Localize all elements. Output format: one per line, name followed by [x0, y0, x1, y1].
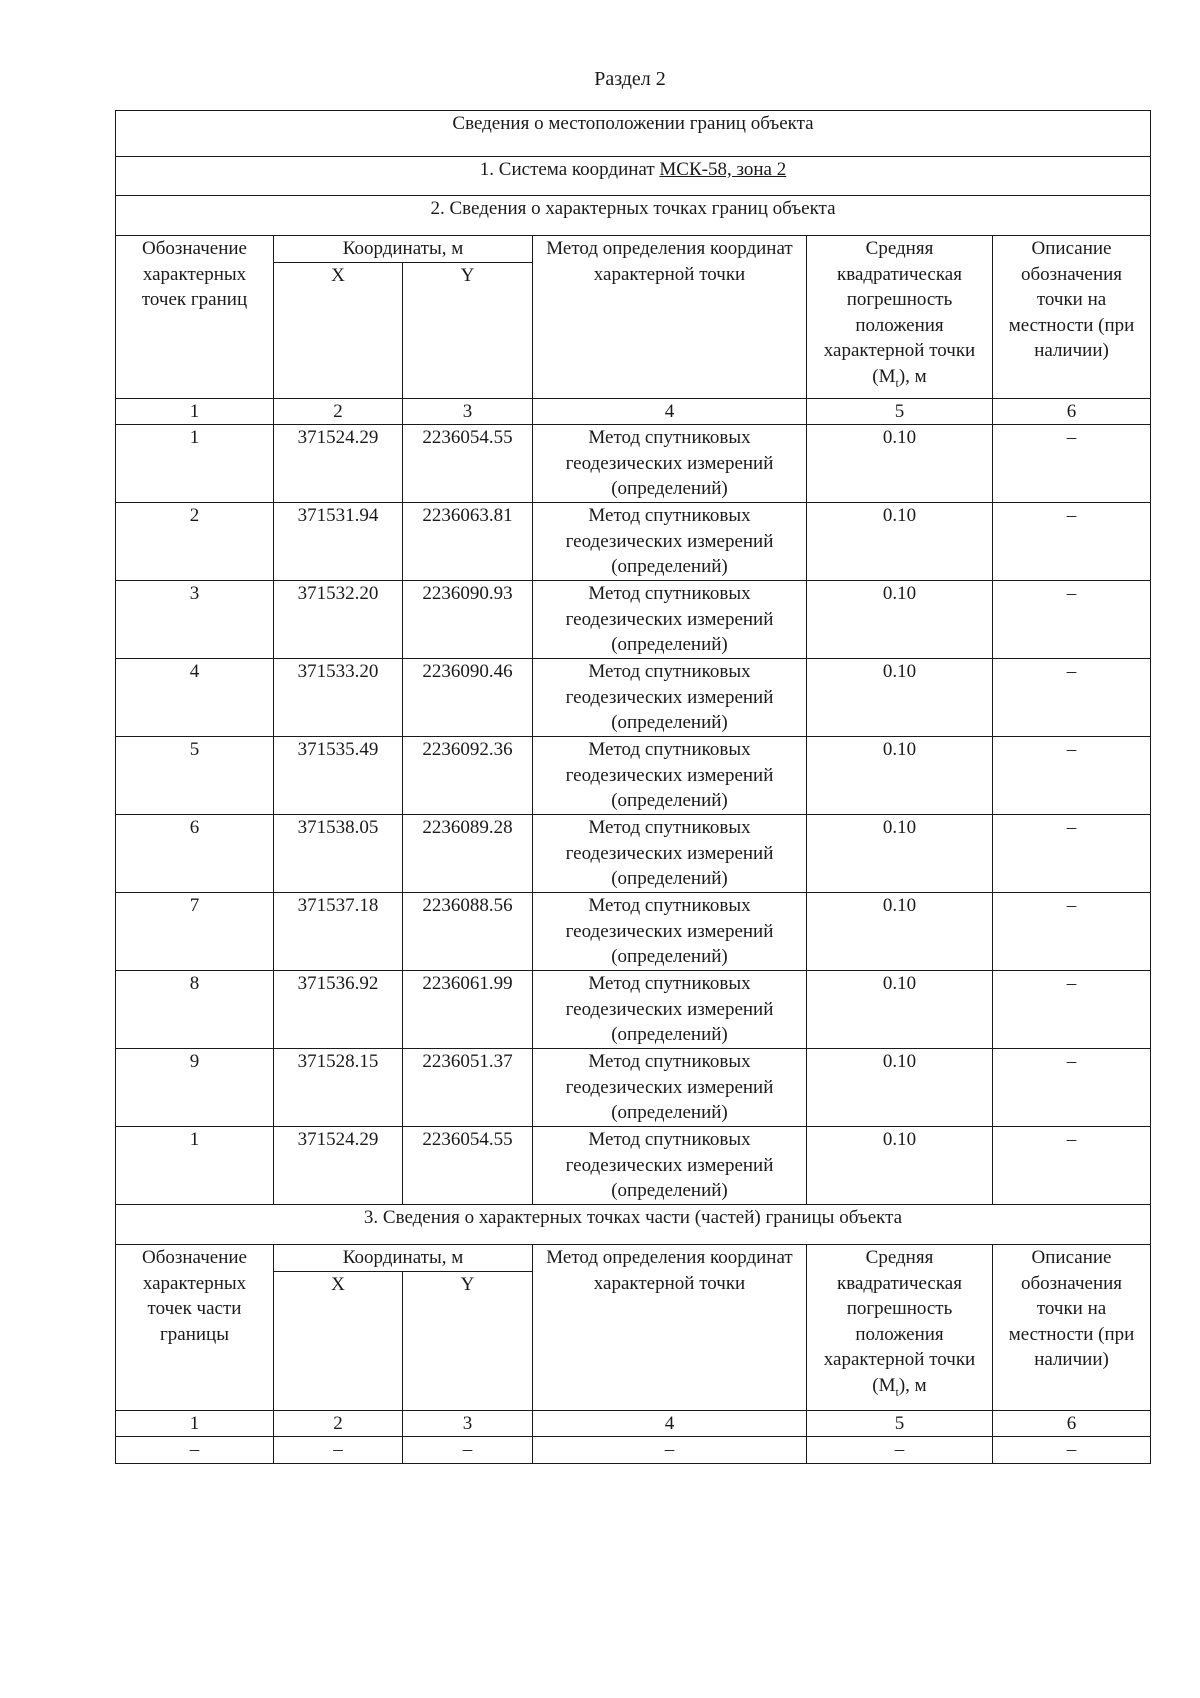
point-label: 9	[116, 1049, 274, 1127]
page-heading: Раздел 2	[594, 68, 666, 90]
point-method: Метод спутниковых геодезических измерений (определений)	[533, 737, 807, 815]
table-title: Сведения о местоположении границ объекта	[116, 111, 1151, 157]
header-point-label-part: Обозначение характерных точек части границы	[116, 1245, 274, 1411]
point-method: Метод спутниковых геодезических измерений (определений)	[533, 1049, 807, 1127]
column-number: 4	[533, 1410, 807, 1437]
section2-title-row	[116, 196, 1151, 236]
part-point-y: –	[403, 1437, 533, 1464]
point-label: 6	[116, 815, 274, 893]
header-method: Метод определения координат характерной точки	[533, 236, 807, 399]
point-error: 0.10	[807, 503, 993, 581]
point-description: –	[993, 425, 1151, 503]
point-x: 371535.49	[274, 737, 403, 815]
header-error-tail: ), м	[898, 1374, 927, 1396]
point-y: 2236089.28	[403, 815, 533, 893]
point-error: 0.10	[807, 581, 993, 659]
point-x: 371524.29	[274, 1127, 403, 1205]
part-point-row	[116, 1437, 1151, 1464]
header-coordinates: Координаты, м	[274, 236, 533, 263]
point-error: 0.10	[807, 659, 993, 737]
point-y: 2236054.55	[403, 1127, 533, 1205]
column-number: 6	[993, 1410, 1151, 1437]
point-y: 2236061.99	[403, 971, 533, 1049]
point-description: –	[993, 659, 1151, 737]
section3-title: 3. Сведения о характерных точках части (частей) границы объекта	[116, 1205, 1151, 1245]
header-error-text: Средняя квадратическая погрешность положения характерной точки (M	[823, 1247, 976, 1396]
part-point-description: –	[993, 1437, 1151, 1464]
column-number: 1	[116, 398, 274, 425]
header-description: Описание обозначения точки на местности (при наличии)	[993, 1245, 1151, 1411]
column-number-row	[116, 1410, 1151, 1437]
point-description: –	[993, 737, 1151, 815]
point-y: 2236092.36	[403, 737, 533, 815]
point-error: 0.10	[807, 893, 993, 971]
column-number: 2	[274, 1410, 403, 1437]
point-x: 371537.18	[274, 893, 403, 971]
point-row	[116, 425, 1151, 503]
point-row	[116, 971, 1151, 1049]
section2-title: 2. Сведения о характерных точках границ объекта	[116, 196, 1151, 236]
point-description: –	[993, 503, 1151, 581]
header-description: Описание обозначения точки на местности (при наличии)	[993, 236, 1151, 399]
header-x: X	[274, 1271, 403, 1410]
point-row	[116, 1049, 1151, 1127]
point-method: Метод спутниковых геодезических измерений (определений)	[533, 425, 807, 503]
point-x: 371524.29	[274, 425, 403, 503]
header-error	[807, 236, 993, 399]
point-description: –	[993, 815, 1151, 893]
point-x: 371531.94	[274, 503, 403, 581]
column-number: 3	[403, 1410, 533, 1437]
header-row	[116, 236, 1151, 263]
column-number-row	[116, 398, 1151, 425]
coordinate-system-row	[116, 157, 1151, 196]
point-error: 0.10	[807, 815, 993, 893]
part-point-x: –	[274, 1437, 403, 1464]
part-point-error: –	[807, 1437, 993, 1464]
header-error	[807, 1245, 993, 1411]
point-y: 2236054.55	[403, 425, 533, 503]
point-x: 371533.20	[274, 659, 403, 737]
point-label: 8	[116, 971, 274, 1049]
point-description: –	[993, 893, 1151, 971]
header-y: Y	[403, 262, 533, 398]
point-error: 0.10	[807, 1127, 993, 1205]
header-method: Метод определения координат характерной точки	[533, 1245, 807, 1411]
point-error: 0.10	[807, 1049, 993, 1127]
point-label: 7	[116, 893, 274, 971]
header-error-tail: ), м	[898, 365, 927, 387]
point-row	[116, 503, 1151, 581]
point-error: 0.10	[807, 425, 993, 503]
point-row	[116, 893, 1151, 971]
column-number: 6	[993, 398, 1151, 425]
column-number: 3	[403, 398, 533, 425]
point-row	[116, 1127, 1151, 1205]
point-description: –	[993, 971, 1151, 1049]
point-y: 2236088.56	[403, 893, 533, 971]
coordinate-system-label: 1. Система координат	[479, 159, 655, 180]
point-method: Метод спутниковых геодезических измерений (определений)	[533, 659, 807, 737]
point-method: Метод спутниковых геодезических измерений (определений)	[533, 815, 807, 893]
point-method: Метод спутниковых геодезических измерений (определений)	[533, 503, 807, 581]
point-y: 2236090.46	[403, 659, 533, 737]
point-row	[116, 581, 1151, 659]
table-title-row	[116, 111, 1151, 157]
column-number: 5	[807, 1410, 993, 1437]
part-point-label: –	[116, 1437, 274, 1464]
point-y: 2236090.93	[403, 581, 533, 659]
point-label: 4	[116, 659, 274, 737]
point-y: 2236063.81	[403, 503, 533, 581]
point-x: 371532.20	[274, 581, 403, 659]
point-method: Метод спутниковых геодезических измерений (определений)	[533, 581, 807, 659]
coordinate-system	[116, 157, 1151, 196]
point-label: 5	[116, 737, 274, 815]
point-description: –	[993, 581, 1151, 659]
point-method: Метод спутниковых геодезических измерений (определений)	[533, 893, 807, 971]
point-row	[116, 815, 1151, 893]
header-error-text: Средняя квадратическая погрешность положения характерной точки (M	[823, 238, 976, 387]
point-y: 2236051.37	[403, 1049, 533, 1127]
boundary-table	[115, 110, 1151, 1464]
point-label: 1	[116, 1127, 274, 1205]
header-row	[116, 1245, 1151, 1272]
point-x: 371538.05	[274, 815, 403, 893]
section3-title-row	[116, 1205, 1151, 1245]
coordinate-system-value: МСК-58, зона 2	[659, 159, 787, 180]
column-number: 5	[807, 398, 993, 425]
point-error: 0.10	[807, 971, 993, 1049]
point-description: –	[993, 1049, 1151, 1127]
column-number: 2	[274, 398, 403, 425]
point-row	[116, 737, 1151, 815]
column-number: 4	[533, 398, 807, 425]
point-row	[116, 659, 1151, 737]
point-label: 1	[116, 425, 274, 503]
point-error: 0.10	[807, 737, 993, 815]
point-x: 371536.92	[274, 971, 403, 1049]
header-x: X	[274, 262, 403, 398]
header-point-label: Обозначение характерных точек границ	[116, 236, 274, 399]
column-number: 1	[116, 1410, 274, 1437]
header-y: Y	[403, 1271, 533, 1410]
part-point-method: –	[533, 1437, 807, 1464]
point-method: Метод спутниковых геодезических измерений (определений)	[533, 971, 807, 1049]
header-coordinates: Координаты, м	[274, 1245, 533, 1272]
point-method: Метод спутниковых геодезических измерений (определений)	[533, 1127, 807, 1205]
header-error-sub: t	[895, 1384, 899, 1399]
point-description: –	[993, 1127, 1151, 1205]
point-x: 371528.15	[274, 1049, 403, 1127]
point-label: 3	[116, 581, 274, 659]
header-error-sub: t	[895, 375, 899, 390]
point-label: 2	[116, 503, 274, 581]
